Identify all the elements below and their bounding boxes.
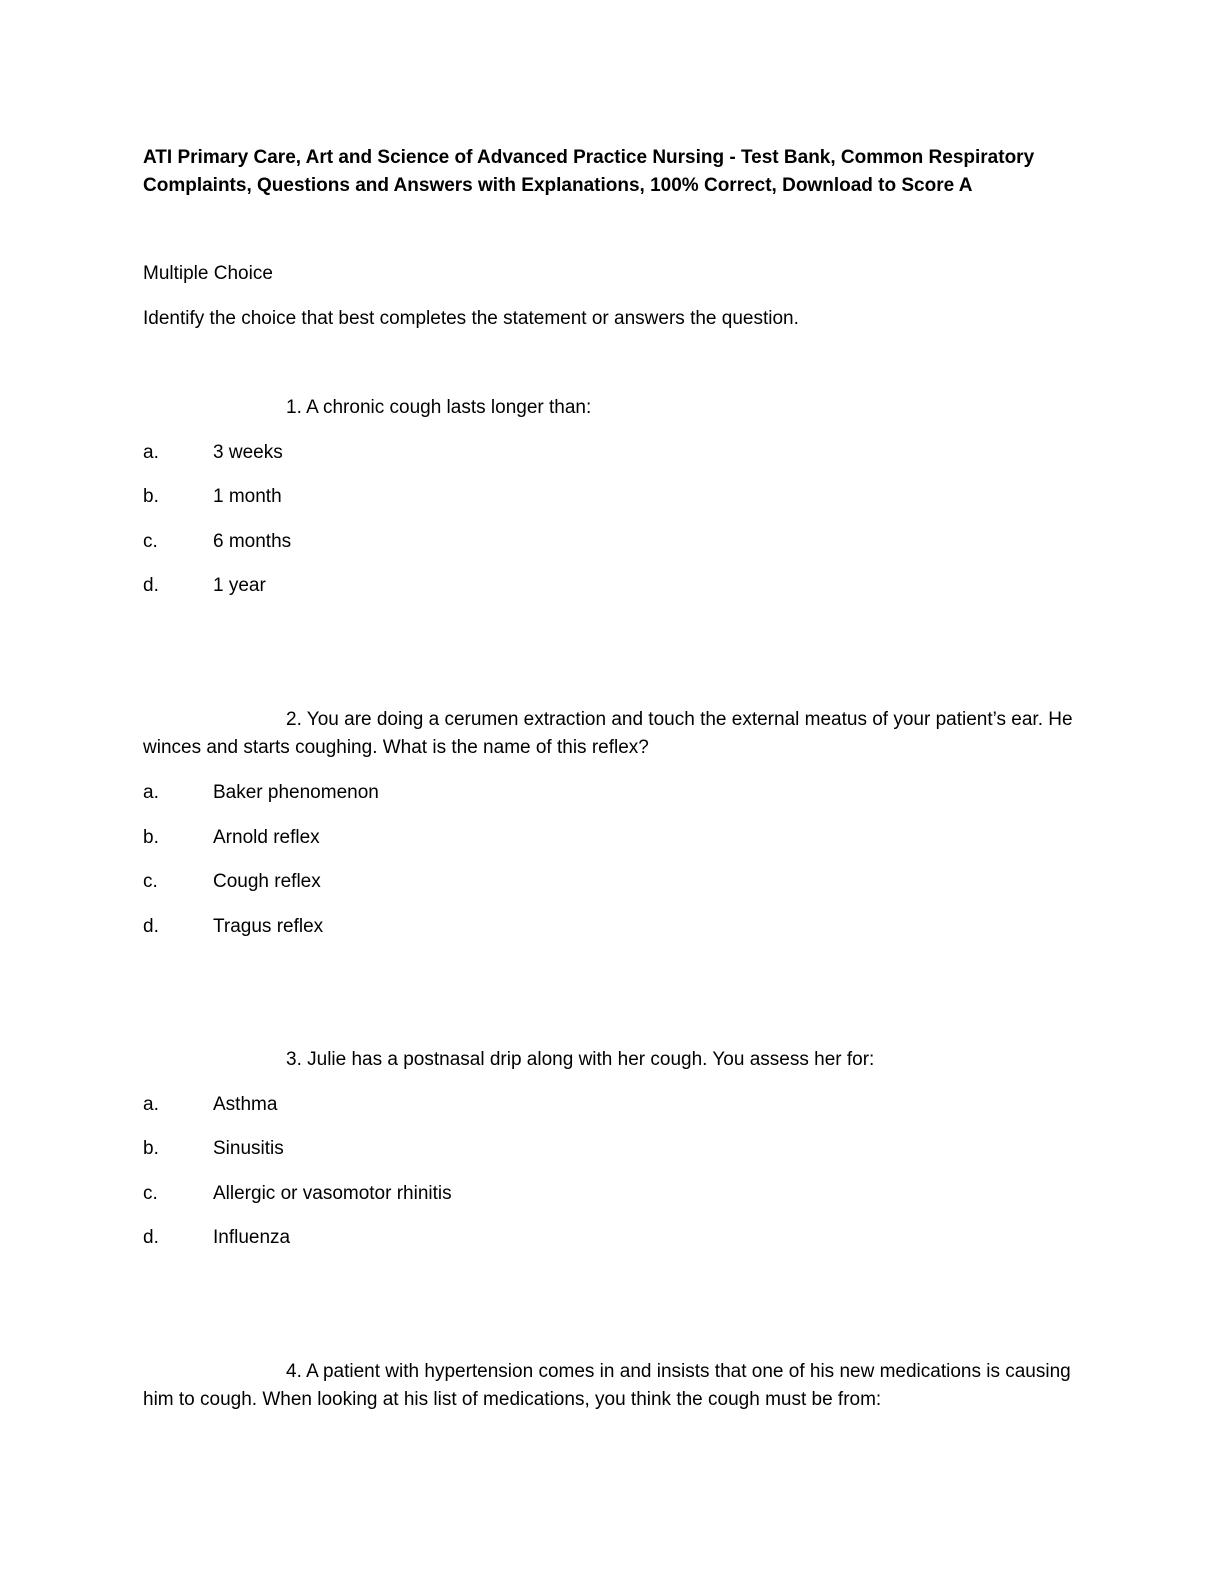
section-heading: Multiple Choice (143, 263, 273, 284)
option-text: Sinusitis (213, 1138, 284, 1159)
option-letter: b. (143, 1138, 159, 1159)
option-text: 6 months (213, 531, 292, 552)
option-letter: d. (143, 916, 159, 937)
option-text: 1 year (213, 575, 266, 596)
instructions: Identify the choice that best completes the statement or answers the question. (143, 308, 799, 329)
option-letter: c. (143, 531, 158, 552)
option-letter: a. (143, 442, 159, 463)
question-2-text: 2. You are doing a cerumen extraction and touch the external meatus of your patient’s ear. He winces and starts coughing. What is the name of this reflex? (143, 709, 1073, 758)
question-4-text: 4. A patient with hypertension comes in and insists that one of his new medications is causing him to cough. When looking at his list of medications, you think the cough must be from: (143, 1361, 1071, 1410)
option-text: 3 weeks (213, 442, 283, 463)
option-text: Baker phenomenon (213, 782, 379, 803)
option-letter: a. (143, 782, 159, 803)
option-text: Influenza (213, 1227, 291, 1248)
question-3-text: 3. Julie has a postnasal drip along with her cough. You assess her for: (286, 1049, 875, 1070)
option-text: Tragus reflex (213, 916, 324, 937)
option-text: Arnold reflex (213, 827, 320, 848)
option-letter: c. (143, 871, 158, 892)
option-letter: c. (143, 1183, 158, 1204)
option-text: Cough reflex (213, 871, 321, 892)
option-letter: d. (143, 1227, 159, 1248)
option-letter: a. (143, 1094, 159, 1115)
option-text: 1 month (213, 486, 282, 507)
question-1-text: 1. A chronic cough lasts longer than: (286, 397, 592, 418)
option-letter: b. (143, 486, 159, 507)
option-text: Asthma (213, 1094, 278, 1115)
document-title: ATI Primary Care, Art and Science of Advanced Practice Nursing - Test Bank, Common Respiratory Complaints, Questions and Answers with Explanations, 100% Correct, Download to Score A (143, 147, 1035, 196)
option-letter: b. (143, 827, 159, 848)
option-letter: d. (143, 575, 159, 596)
option-text: Allergic or vasomotor rhinitis (213, 1183, 452, 1204)
